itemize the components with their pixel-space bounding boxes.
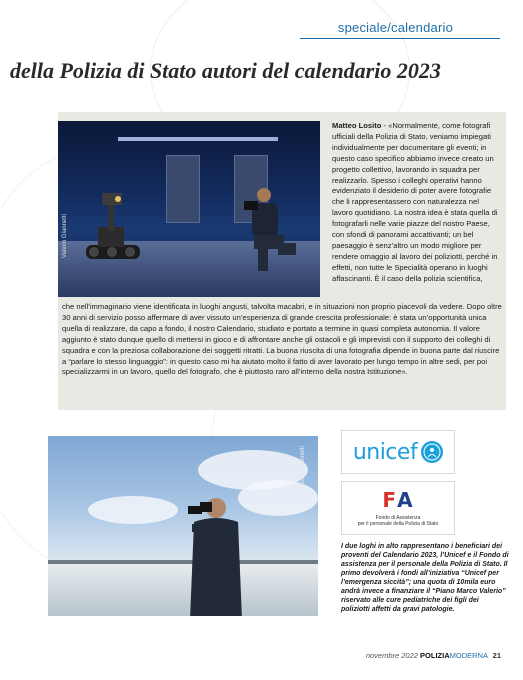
section-rule xyxy=(300,38,500,39)
article-full-width: che nell’immaginario viene identificata in luoghi angusti, talvolta macabri, e in situazioni non proprio piacevoli da vedere. Dopo oltre 30 anni di servizio posso affermare di aver vissuto un’esperienza di grande crescita professionale: è stata un’opportunità unica quella di realizzare, da capo a fondo, il nostro Calendario, studiato e portato a termine in quasi completa autonomia. Il valore aggiunto è stato dunque quello di mettersi in gioco e di affrontare anche gli ostacoli e gli imprevisti con il supporto dei colleghi di squadra e con la preziosa collaborazione dei soggetti ritratti. La buona riuscita di una fotografia dipende in buona parte dal riuscire a “parlare lo stesso linguaggio”: in questo caso mi ha aiutato molto il fatto di aver lavorato per lungo tempo in altre sedi, per poi specializzarmi in un lavoro, quello del fotografo, che è piuttosto raro all’interno della nostra Istituzione». xyxy=(62,302,502,377)
fondo-assistenza-logo xyxy=(341,481,455,535)
fa-subtitle: Fondo di Assistenza per il personale della Polizia di Stato xyxy=(357,515,439,527)
article-right-column xyxy=(332,121,500,285)
unicef-wordmark: unicef xyxy=(352,439,418,465)
photographer-figure xyxy=(244,183,300,273)
robot-figure xyxy=(82,187,144,267)
logos-caption: I due loghi in alto rappresentano i beneficiari dei proventi del Calendario 2023, l’Unicef e il Fondo di assistenza per il personale della Polizia di Stato. Il primo devolverà i fondi all’iniziativa “Unicef per l’emergenza siccità”; una quota di 10mila euro andrà invece a finanziare il “Piano Marco Valerio” riservato alle cure pediatriche dei figli dei poliziotti affetti da gravi patologie. xyxy=(341,543,509,613)
page-footer xyxy=(366,651,501,660)
photo-bomb-squad xyxy=(58,121,320,297)
fa-monogram: FA xyxy=(382,488,414,512)
unicef-logo xyxy=(341,430,455,474)
photo-boat xyxy=(48,436,318,616)
unicef-globe-icon xyxy=(421,441,443,463)
magazine-name-light: MODERNA xyxy=(449,651,488,660)
magazine-name-bold: POLIZIA xyxy=(420,651,450,660)
page-number: 21 xyxy=(492,651,501,660)
page-headline: della Polizia di Stato autori del calendario 2023 xyxy=(10,58,441,83)
section-label: speciale/calendario xyxy=(337,20,453,35)
photographer-on-boat xyxy=(176,492,250,616)
speaker-name: Matteo Losito xyxy=(332,121,382,130)
photo2-credit: Valerio Giannetti xyxy=(300,446,306,490)
article-right-text: - «Normalmente, come fotografi ufficiali della Polizia di Stato, veniamo impiegati individualmente per documentare gli eventi; in questo caso specifico abbiamo invece creato un progetto collettivo, lavorando in squadra per realizzarlo. Spesso i colleghi operativi hanno evidenziato il desiderio di poter avere fotografie che li rappresentassero con naturalezza nel lavoro quotidiano. La nostra idea è stata quella di fotografarli nelle varie piazze del nostro Paese, con sfondi di panorami accattivanti; un bel paesaggio è senz’altro un modo migliore per rendere omaggio al lavoro dei poliziotti, perché in effetti, non tutte le Specialità operano in luoghi affascinanti. È il caso della polizia scientifica, xyxy=(332,121,498,283)
photo1-credit: Valerio Giannetti xyxy=(62,214,68,258)
issue-date: novembre 2022 xyxy=(365,651,418,660)
